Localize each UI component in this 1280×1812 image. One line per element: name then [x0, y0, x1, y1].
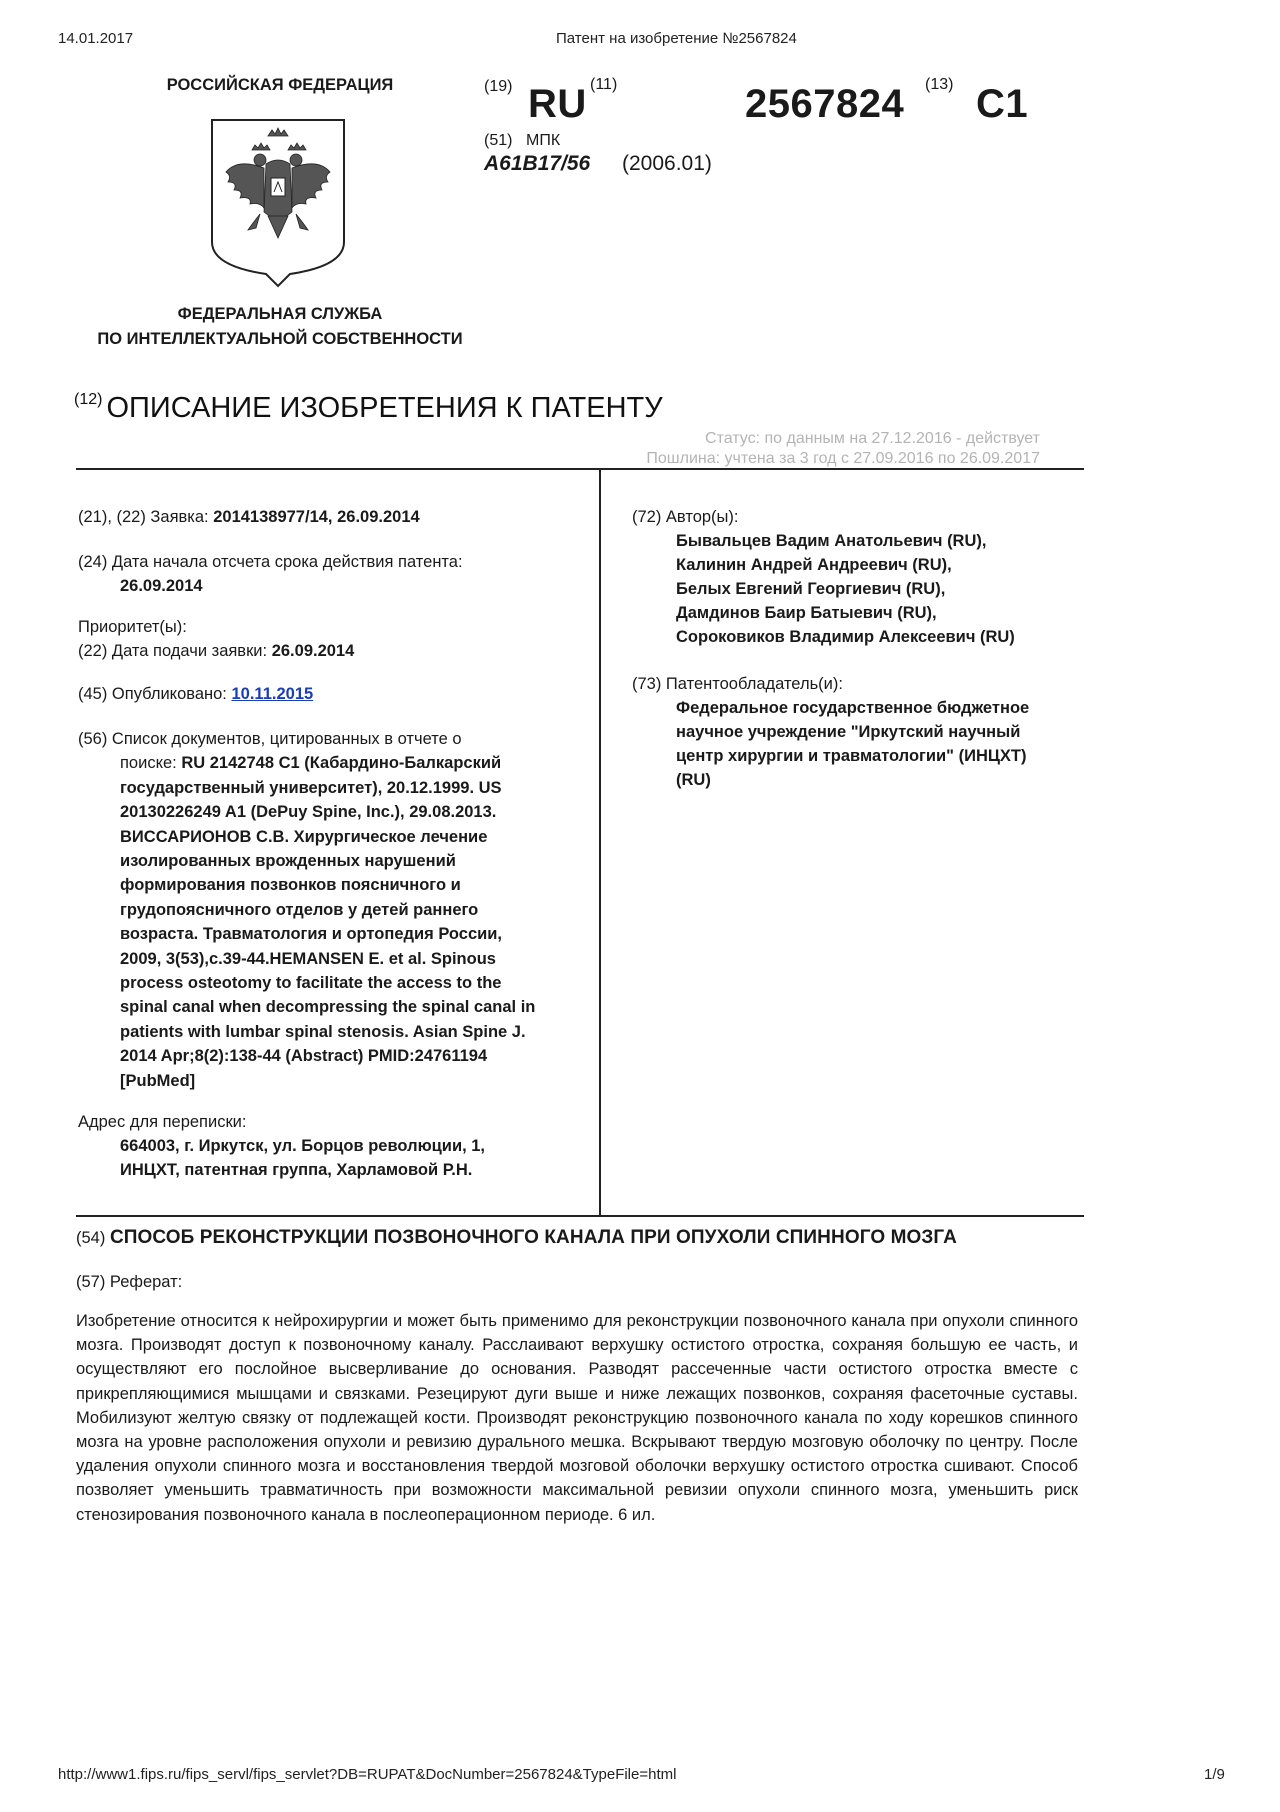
application-field [78, 505, 420, 529]
term-start-value: 26.09.2014 [120, 577, 203, 595]
term-start-field [78, 550, 598, 598]
bottom-divider [76, 1215, 1084, 1217]
patent-number: 2567824 [745, 82, 905, 126]
cited-ref-line: 2009, 3(53),с.39-44.HEMANSEN E. et al. Spinous [120, 949, 496, 968]
author-name: Сороковиков Владимир Алексеевич (RU) [676, 628, 1015, 646]
owner-line: Федеральное государственное бюджетное [676, 699, 1030, 717]
service-name [70, 302, 490, 352]
cited-ref-line: patients with lumbar spinal stenosis. Asian Spine J. [120, 1022, 526, 1041]
print-title: Патент на изобретение №2567824 [556, 30, 797, 47]
filing-value: 26.09.2014 [271, 642, 355, 660]
column-divider [599, 469, 601, 1216]
term-start-label: (24) Дата начала отсчета срока действия патента: [78, 553, 463, 571]
owner-line: научное учреждение "Иркутский научный [676, 723, 1021, 741]
code-11: (11) [590, 76, 618, 93]
status-text: Статус: по данным на 27.12.2016 - действует [705, 430, 1040, 447]
code-19: (19) [484, 78, 513, 95]
invention-title [76, 1227, 957, 1249]
service-line-2: ПО ИНТЕЛЛЕКТУАЛЬНОЙ СОБСТВЕННОСТИ [97, 330, 463, 348]
document-title [74, 391, 663, 425]
print-url: http://www1.fips.ru/fips_servl/fips_servlet?DB=RUPAT&DocNumber=2567824&TypeFile=html [58, 1766, 677, 1783]
cited-ref-line: RU 2142748 C1 (Кабардино-Балкарский [181, 754, 502, 773]
code-51: (51) [484, 132, 513, 149]
code-54: (54) [76, 1229, 106, 1247]
author-name: Калинин Андрей Андреевич (RU), [676, 556, 952, 574]
owner-line: центр хирургии и травматологии" (ИНЦХТ) [676, 747, 1027, 765]
author-name: Белых Евгений Георгиевич (RU), [676, 580, 946, 598]
cited-ref-line: process osteotomy to facilitate the access to the [120, 974, 502, 993]
fee-text: Пошлина: учтена за 3 год с 27.09.2016 по 26.09.2017 [646, 450, 1040, 467]
cited-documents-label-cont: поиске: [120, 754, 177, 773]
country-name: РОССИЙСКАЯ ФЕДЕРАЦИЯ [166, 76, 394, 94]
document-title-text: ОПИСАНИЕ ИЗОБРЕТЕНИЯ К ПАТЕНТУ [106, 392, 663, 424]
address-field [78, 1110, 598, 1182]
application-value: 2014138977/14, 26.09.2014 [213, 508, 420, 526]
cited-ref-line: spinal canal when decompressing the spinal canal in [120, 998, 536, 1017]
priority-label: Приоритет(ы): [78, 618, 187, 636]
code-12: (12) [74, 391, 103, 408]
cited-ref-line: [PubMed] [120, 1071, 196, 1090]
address-label: Адрес для переписки: [78, 1113, 247, 1131]
published-label: (45) Опубликовано: [78, 685, 227, 703]
cited-ref-line: изолированных врожденных нарушений [120, 852, 456, 871]
coat-of-arms-emblem [208, 116, 348, 288]
cited-documents [78, 727, 578, 1093]
cited-ref-line: 20130226249 A1 (DePuy Spine, Inc.), 29.08.2013. [120, 803, 497, 822]
application-label: (21), (22) Заявка: [78, 508, 209, 526]
author-name: Бывальцев Вадим Анатольевич (RU), [676, 532, 987, 550]
cited-ref-line: государственный университет), 20.12.1999. US [120, 778, 502, 797]
abstract-label: (57) Реферат: [76, 1273, 183, 1291]
cited-ref-line: ВИССАРИОНОВ С.В. Хирургическое лечение [120, 827, 488, 846]
cited-ref-line: 2014 Apr;8(2):138-44 (Abstract) PMID:24761194 [120, 1047, 488, 1066]
address-line: ИНЦХТ, патентная группа, Харламовой Р.Н. [120, 1161, 473, 1179]
service-line-1: ФЕДЕРАЛЬНАЯ СЛУЖБА [177, 305, 383, 323]
published-field [78, 682, 313, 706]
owner-line: (RU) [676, 771, 711, 789]
ipc-version: (2006.01) [622, 152, 712, 175]
print-page-number: 1/9 [1204, 1766, 1225, 1783]
owner-field [632, 672, 1082, 792]
address-line: 664003, г. Иркутск, ул. Борцов революции, 1, [120, 1137, 486, 1155]
filing-label: (22) Дата подачи заявки: [78, 642, 268, 660]
kind-code: C1 [976, 82, 1029, 126]
owner-label: (73) Патентообладатель(и): [632, 675, 843, 693]
cited-documents-label: (56) Список документов, цитированных в отчете о [78, 730, 462, 748]
code-13: (13) [925, 76, 954, 93]
ipc-label: МПК [526, 132, 561, 149]
author-name: Дамдинов Баир Батыевич (RU), [676, 604, 937, 622]
print-date: 14.01.2017 [58, 30, 134, 47]
ipc-code: A61B17/56 [484, 152, 591, 175]
cited-ref-line: возраста. Травматология и ортопедия России, [120, 925, 503, 944]
cited-ref-line: грудопоясничного отделов у детей раннего [120, 900, 479, 919]
priority-field [78, 615, 354, 663]
cited-ref-line: формирования позвонков поясничного и [120, 876, 461, 895]
country-code: RU [528, 82, 587, 126]
published-date-link[interactable]: 10.11.2015 [231, 685, 314, 703]
authors-field [632, 505, 1082, 649]
invention-title-text: СПОСОБ РЕКОНСТРУКЦИИ ПОЗВОНОЧНОГО КАНАЛА ПРИ ОПУХОЛИ СПИННОГО МОЗГА [109, 1227, 957, 1248]
authors-label: (72) Автор(ы): [632, 508, 739, 526]
top-divider [76, 468, 1084, 470]
abstract-text: Изобретение относится к нейрохирургии и может быть применимо для реконструкции позвоночного канала при опухоли спинного мозга. Производят доступ к позвоночному каналу. Расслаивают верхушку остистого отростка, сохраняя большую ее часть, и осуществляют его послойное высверливание до основания. Разводят рассеченные части остистого отростка вместе с прикрепляющимися мышцами и связками. Резецируют дуги выше и ниже лежащих позвонков, сохраняя фасеточные суставы. Мобилизуют желтую связку от подлежащей кости. Производят реконструкцию позвоночного канала по ходу корешков спинного мозга на уровне расположения опухоли и ревизию дурального мешка. Вскрывают твердую мозговую оболочку по центру. После удаления опухоли спинного мозга и восстановления твердой мозговой оболочки верхушку остистого отростка сшивают. Способ позволяет уменьшить травматичность при возможности максимальной ревизии опухоли спинного мозга, уменьшить риск стенозирования позвоночного канала в послеоперационном периоде. 6 ил. [76, 1312, 1078, 1524]
